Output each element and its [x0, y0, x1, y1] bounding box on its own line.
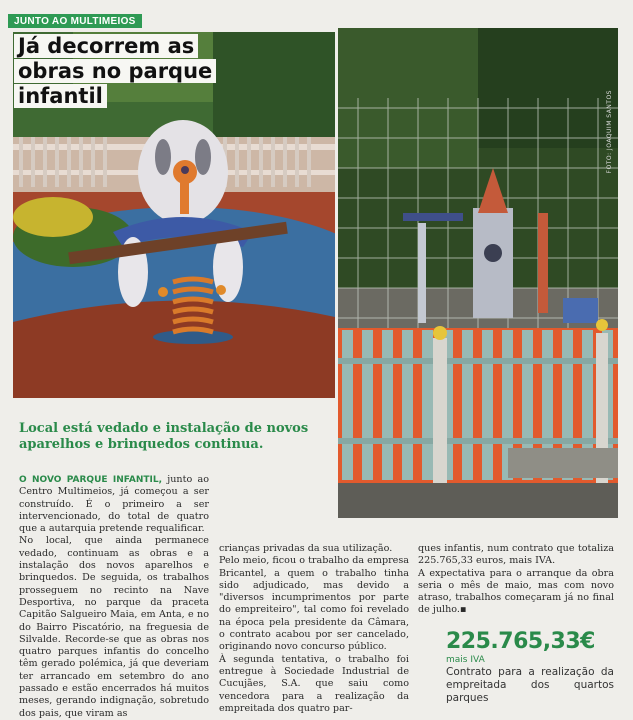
article-paragraph: Pelo meio, ficou o trabalho da empresa Bricantel, a quem o trabalho tinha sido adjudicado, mas devido a "diversos incumprimentos por parte do empreiteiro", tal como foi revelado na época pela presidente da Câmara, o contrato acabou por ser cancelado, originando novo concurso público. — [219, 555, 409, 653]
headline-text: Já decorrem as obras no parque infantil — [14, 34, 216, 108]
photo-credit: FOTO: JOAQUIM SANTOS — [606, 90, 613, 174]
article-column-2 — [219, 543, 409, 715]
article-subheadline: Local está vedado e instalação de novos aparelhos e brinquedos continua. — [19, 421, 309, 452]
factbox-description: Contrato para a realização da empreitada dos quartos parques — [446, 666, 614, 704]
article-paragraph: No local, que ainda permanece vedado, continuam as obras e a instalação dos novos aparelhos e brinquedos. De seguida, os trabalhos prosseguem no recinto na Nave Desportiva, no parque da praceta Capitão Salgueiro Maia, em Anta, e no do Bairro Piscatório, na freguesia de Silvalde. Recorde-se que as obras nos quatro parques infantis do concelho têm gerado polémica, já que deveriam ter arrancado em setembro do ano passado e estão encerrados há muitos meses, gerando indignação, sobretudo dos pais, que viram as — [19, 535, 209, 719]
article-paragraph: A expectativa para o arranque da obra seria o mês de maio, mas com novo atraso, trabalhos começaram já no final de julho.▪ — [418, 567, 614, 616]
factbox-amount: 225.765,33€ — [446, 629, 595, 654]
factbox-amount-label: mais IVA — [446, 655, 485, 665]
article-headline — [14, 34, 249, 109]
section-tag: JUNTO AO MULTIMEIOS — [8, 14, 142, 28]
article-lead: O NOVO PARQUE INFANTIL, — [19, 475, 163, 485]
article-column-1 — [19, 474, 209, 720]
article-paragraph — [19, 474, 209, 535]
article-paragraph: À segunda tentativa, o trabalho foi entregue à Sociedade Industrial de Cucujães, S.A. que saiu como vencedora para a realização da empreitada dos quatro par- — [219, 653, 409, 714]
article-column-3 — [418, 543, 614, 617]
playground-photo-right — [338, 28, 618, 518]
article-paragraph: ques infantis, num contrato que totaliza 225.765,33 euros, mais IVA. — [418, 543, 614, 567]
article-paragraph: crianças privadas da sua utilização. — [219, 543, 393, 554]
article-text: junto ao Centro Multimeios, já começou a ser construído. É o primeiro a ser intervencionado, do total de quatro que a autarquia pretende requalificar. — [19, 474, 210, 535]
fenced-playground-illustration — [338, 28, 618, 518]
